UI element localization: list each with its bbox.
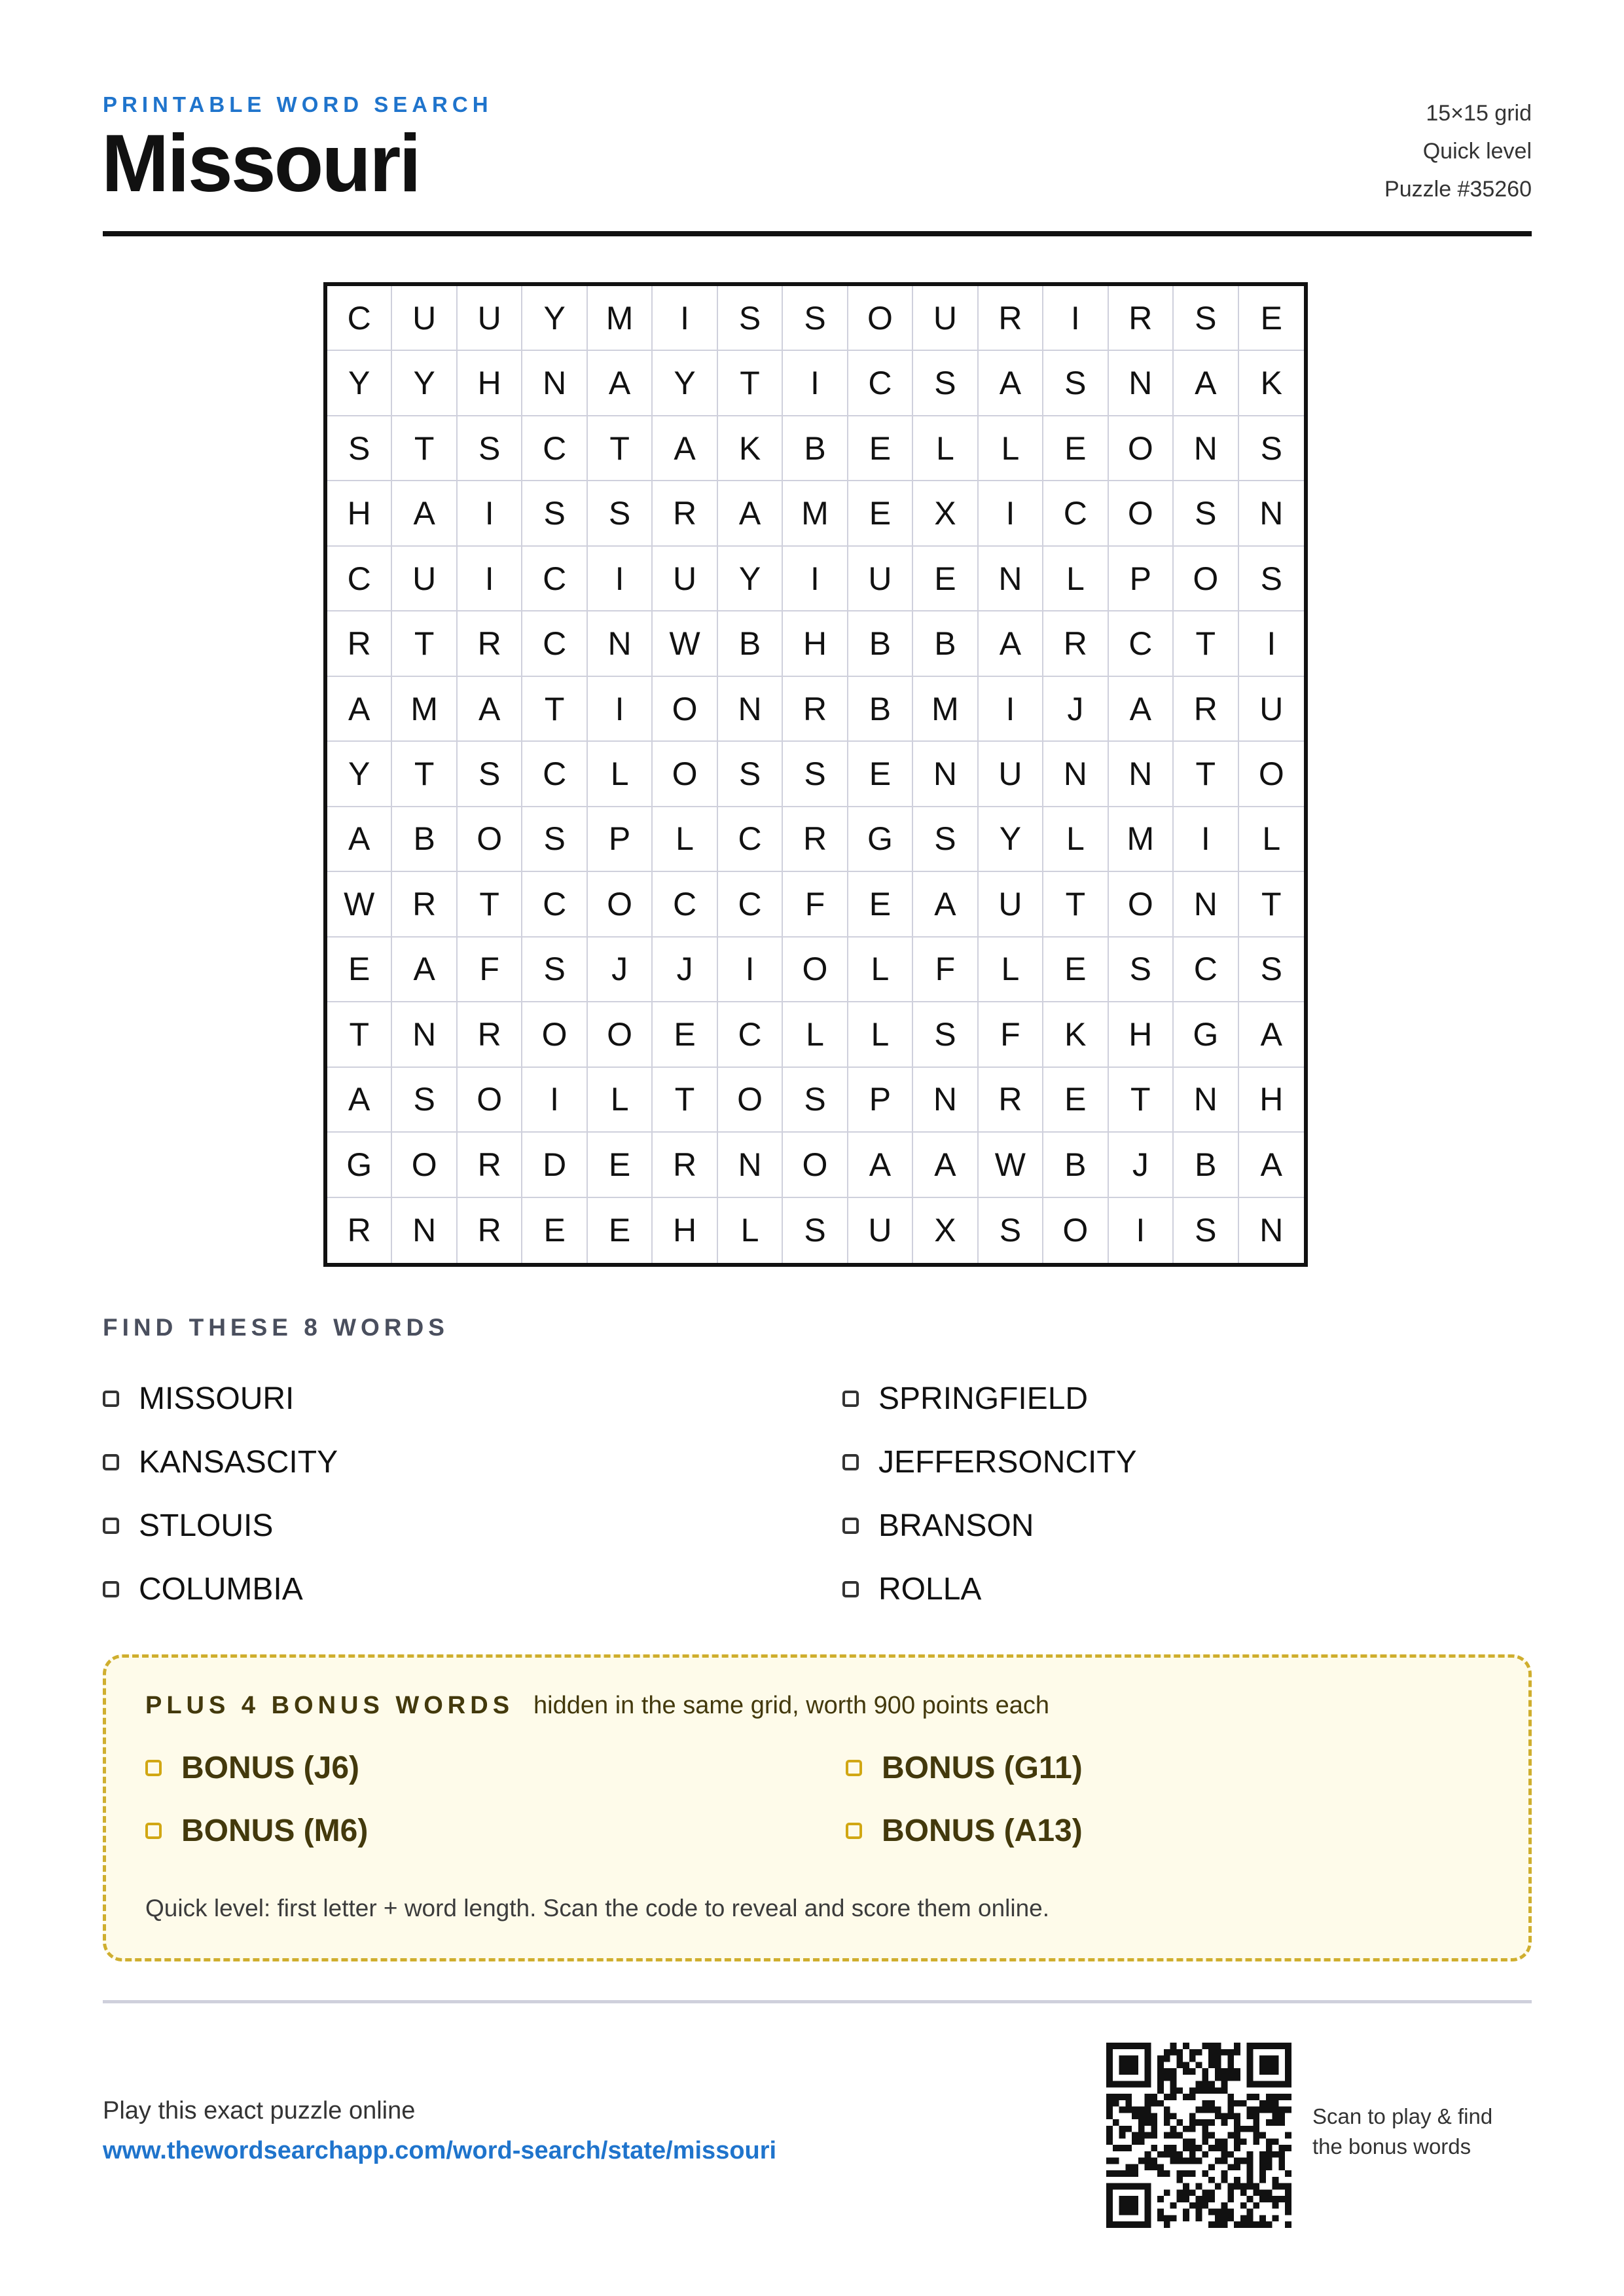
grid-cell[interactable]: Y	[522, 286, 587, 351]
grid-cell[interactable]: I	[783, 351, 848, 416]
grid-cell[interactable]: C	[522, 547, 587, 611]
level-label: Quick level	[1422, 139, 1532, 164]
grid-cell[interactable]: N	[1109, 351, 1174, 416]
checkbox-icon[interactable]	[145, 1823, 162, 1839]
grid-cell[interactable]: A	[913, 1133, 978, 1197]
grid-cell[interactable]: L	[1043, 547, 1108, 611]
grid-cell[interactable]: E	[653, 1002, 717, 1067]
grid-cell[interactable]: G	[327, 1133, 392, 1197]
checkbox-icon[interactable]	[145, 1760, 162, 1776]
grid-cell[interactable]: S	[913, 351, 978, 416]
page-title: Missouri	[101, 118, 420, 209]
grid-cell[interactable]: S	[1239, 416, 1304, 481]
grid-cell[interactable]: L	[1043, 807, 1108, 872]
grid-cell[interactable]: A	[392, 938, 457, 1002]
grid-cell[interactable]: C	[718, 807, 783, 872]
grid-cell[interactable]: E	[848, 742, 913, 807]
grid-cell[interactable]: I	[458, 481, 522, 546]
grid-cell[interactable]: K	[1239, 351, 1304, 416]
grid-cell[interactable]: Y	[979, 807, 1043, 872]
grid-cell[interactable]: S	[522, 807, 587, 872]
grid-cell[interactable]: W	[327, 872, 392, 937]
word-list-heading: FIND THESE 8 WORDS	[103, 1314, 449, 1341]
grid-cell[interactable]: N	[392, 1198, 457, 1263]
grid-size-label: 15×15 grid	[1426, 101, 1532, 126]
grid-cell[interactable]: L	[1239, 807, 1304, 872]
grid-cell[interactable]: N	[1239, 481, 1304, 546]
grid-cell[interactable]: O	[653, 677, 717, 742]
word-label: BRANSON	[878, 1508, 1034, 1543]
grid-cell[interactable]: H	[458, 351, 522, 416]
grid-cell[interactable]: L	[913, 416, 978, 481]
bonus-item[interactable]	[145, 1799, 846, 1862]
grid-cell[interactable]: C	[522, 742, 587, 807]
bonus-label: BONUS (A13)	[882, 1813, 1083, 1848]
checkbox-icon[interactable]	[846, 1823, 862, 1839]
grid-cell[interactable]: L	[588, 742, 653, 807]
grid-cell[interactable]: R	[327, 1198, 392, 1263]
grid-cell[interactable]: S	[1174, 1198, 1238, 1263]
grid-cell[interactable]: L	[979, 938, 1043, 1002]
grid-cell[interactable]: U	[848, 547, 913, 611]
word-item[interactable]	[103, 1558, 842, 1621]
puzzle-url-link[interactable]: www.thewordsearchapp.com/word-search/state/missouri	[103, 2137, 777, 2164]
grid-cell[interactable]: G	[1174, 1002, 1238, 1067]
grid-cell[interactable]: C	[848, 351, 913, 416]
grid-cell[interactable]: S	[522, 481, 587, 546]
grid-cell[interactable]: C	[522, 611, 587, 676]
grid-cell[interactable]: D	[522, 1133, 587, 1197]
grid-cell[interactable]: C	[327, 286, 392, 351]
page-kicker: PRINTABLE WORD SEARCH	[103, 92, 493, 117]
grid-cell[interactable]: T	[653, 1068, 717, 1133]
grid-cell[interactable]: B	[1174, 1133, 1238, 1197]
grid-cell[interactable]: L	[653, 807, 717, 872]
footer-divider	[103, 2000, 1532, 2003]
grid-cell[interactable]: T	[1239, 872, 1304, 937]
grid-cell[interactable]: J	[1043, 677, 1108, 742]
grid-cell[interactable]: N	[392, 1002, 457, 1067]
grid-cell[interactable]: A	[1239, 1133, 1304, 1197]
grid-cell[interactable]: O	[1043, 1198, 1108, 1263]
grid-cell[interactable]: R	[783, 807, 848, 872]
grid-cell[interactable]: U	[979, 742, 1043, 807]
grid-cell[interactable]: S	[783, 1068, 848, 1133]
grid-cell[interactable]: R	[458, 1002, 522, 1067]
grid-cell[interactable]: E	[848, 416, 913, 481]
qr-caption	[1312, 2102, 1528, 2162]
grid-cell[interactable]: O	[783, 1133, 848, 1197]
bonus-item[interactable]	[846, 1799, 1494, 1862]
grid-cell[interactable]: I	[979, 481, 1043, 546]
grid-cell[interactable]: I	[522, 1068, 587, 1133]
grid-cell[interactable]: S	[913, 807, 978, 872]
grid-cell[interactable]: B	[913, 611, 978, 676]
grid-cell[interactable]: O	[1109, 416, 1174, 481]
grid-cell[interactable]: O	[522, 1002, 587, 1067]
grid-cell[interactable]: U	[1239, 677, 1304, 742]
grid-cell[interactable]: S	[1174, 286, 1238, 351]
grid-cell[interactable]: N	[522, 351, 587, 416]
grid-cell[interactable]: N	[588, 611, 653, 676]
grid-cell[interactable]: O	[1109, 481, 1174, 546]
grid-cell[interactable]: R	[653, 1133, 717, 1197]
qr-code-icon[interactable]	[1106, 2043, 1291, 2228]
grid-cell[interactable]: B	[848, 677, 913, 742]
grid-cell[interactable]: R	[979, 1068, 1043, 1133]
grid-cell[interactable]: O	[588, 872, 653, 937]
grid-cell[interactable]: T	[1174, 611, 1238, 676]
grid-cell[interactable]: I	[979, 677, 1043, 742]
grid-cell[interactable]: T	[1043, 872, 1108, 937]
word-item[interactable]	[103, 1367, 842, 1430]
bonus-label: BONUS (M6)	[181, 1813, 369, 1848]
grid-cell[interactable]: F	[979, 1002, 1043, 1067]
grid-cell[interactable]: O	[588, 1002, 653, 1067]
grid-cell[interactable]: R	[392, 872, 457, 937]
grid-cell[interactable]: J	[1109, 1133, 1174, 1197]
grid-cell[interactable]: S	[1239, 938, 1304, 1002]
grid-cell[interactable]: E	[327, 938, 392, 1002]
grid-cell[interactable]: U	[979, 872, 1043, 937]
checkbox-icon[interactable]	[842, 1391, 859, 1407]
grid-cell[interactable]: M	[913, 677, 978, 742]
grid-cell[interactable]: U	[458, 286, 522, 351]
grid-cell[interactable]: Y	[392, 351, 457, 416]
grid-cell[interactable]: C	[327, 547, 392, 611]
bonus-heading: PLUS 4 BONUS WORDS	[145, 1692, 514, 1719]
grid-cell[interactable]: S	[1109, 938, 1174, 1002]
grid-cell[interactable]: S	[1239, 547, 1304, 611]
grid-cell[interactable]: C	[522, 872, 587, 937]
grid-cell[interactable]: P	[1109, 547, 1174, 611]
bonus-note: hidden in the same grid, worth 900 points each	[533, 1692, 1049, 1719]
grid-cell[interactable]: W	[653, 611, 717, 676]
grid-cell[interactable]: E	[1239, 286, 1304, 351]
grid-cell[interactable]: U	[848, 1198, 913, 1263]
grid-cell[interactable]: R	[1109, 286, 1174, 351]
grid-cell[interactable]: A	[458, 677, 522, 742]
grid-cell[interactable]: R	[653, 481, 717, 546]
grid-cell[interactable]: L	[783, 1002, 848, 1067]
grid-cell[interactable]: O	[458, 1068, 522, 1133]
checkbox-icon[interactable]	[103, 1391, 119, 1407]
grid-cell[interactable]: P	[588, 807, 653, 872]
grid-cell[interactable]: S	[327, 416, 392, 481]
grid-cell[interactable]: B	[848, 611, 913, 676]
grid-cell[interactable]: T	[392, 611, 457, 676]
grid-cell[interactable]: T	[458, 872, 522, 937]
qr-caption-line: the bonus words	[1312, 2134, 1471, 2159]
grid-cell[interactable]: O	[392, 1133, 457, 1197]
grid-cell[interactable]: U	[913, 286, 978, 351]
grid-cell[interactable]: L	[848, 1002, 913, 1067]
grid-cell[interactable]: R	[458, 611, 522, 676]
grid-cell[interactable]: R	[1043, 611, 1108, 676]
header-divider	[103, 231, 1532, 236]
word-label: KANSASCITY	[139, 1445, 338, 1480]
word-item[interactable]	[103, 1494, 842, 1558]
grid-cell[interactable]: E	[522, 1198, 587, 1263]
grid-cell[interactable]: A	[848, 1133, 913, 1197]
grid-cell[interactable]: M	[1109, 807, 1174, 872]
word-label: STLOUIS	[139, 1508, 274, 1543]
grid-cell[interactable]: A	[392, 481, 457, 546]
checkbox-icon[interactable]	[846, 1760, 862, 1776]
grid-cell[interactable]: Y	[718, 547, 783, 611]
grid-cell[interactable]: X	[913, 481, 978, 546]
grid-cell[interactable]: T	[327, 1002, 392, 1067]
grid-cell[interactable]: H	[783, 611, 848, 676]
grid-cell[interactable]: S	[979, 1198, 1043, 1263]
bonus-item[interactable]	[145, 1736, 846, 1799]
grid-cell[interactable]: C	[653, 872, 717, 937]
grid-cell[interactable]: I	[653, 286, 717, 351]
grid-cell[interactable]: S	[783, 1198, 848, 1263]
bonus-label: BONUS (J6)	[181, 1750, 360, 1785]
grid-cell[interactable]: S	[522, 938, 587, 1002]
letter-grid	[323, 282, 1308, 1267]
grid-cell[interactable]: S	[392, 1068, 457, 1133]
grid-cell[interactable]: Y	[327, 742, 392, 807]
grid-cell[interactable]: O	[1109, 872, 1174, 937]
checkbox-icon[interactable]	[842, 1454, 859, 1470]
word-item[interactable]	[103, 1430, 842, 1494]
grid-cell[interactable]: A	[588, 351, 653, 416]
grid-cell[interactable]: A	[653, 416, 717, 481]
grid-cell[interactable]: Y	[653, 351, 717, 416]
grid-cell[interactable]: S	[458, 742, 522, 807]
grid-cell[interactable]: N	[1043, 742, 1108, 807]
grid-cell[interactable]: A	[327, 1068, 392, 1133]
grid-cell[interactable]: L	[588, 1068, 653, 1133]
grid-cell[interactable]: R	[458, 1198, 522, 1263]
grid-cell[interactable]: H	[327, 481, 392, 546]
grid-cell[interactable]: N	[718, 677, 783, 742]
grid-cell[interactable]: N	[913, 742, 978, 807]
grid-cell[interactable]: M	[588, 286, 653, 351]
grid-cell[interactable]: C	[718, 1002, 783, 1067]
grid-cell[interactable]: M	[783, 481, 848, 546]
checkbox-icon[interactable]	[842, 1581, 859, 1597]
grid-cell[interactable]: O	[783, 938, 848, 1002]
grid-cell[interactable]: F	[783, 872, 848, 937]
grid-cell[interactable]: A	[979, 351, 1043, 416]
grid-cell[interactable]: E	[848, 872, 913, 937]
grid-cell[interactable]: C	[1043, 481, 1108, 546]
word-label: MISSOURI	[139, 1381, 295, 1416]
grid-cell[interactable]: W	[979, 1133, 1043, 1197]
grid-cell[interactable]: J	[588, 938, 653, 1002]
grid-cell[interactable]: L	[718, 1198, 783, 1263]
grid-cell[interactable]: A	[913, 872, 978, 937]
word-label: JEFFERSONCITY	[878, 1445, 1137, 1480]
grid-cell[interactable]: C	[718, 872, 783, 937]
grid-cell[interactable]: C	[522, 416, 587, 481]
grid-cell[interactable]: E	[1043, 416, 1108, 481]
word-list	[103, 1367, 1532, 1621]
grid-cell[interactable]: N	[1109, 742, 1174, 807]
grid-cell[interactable]: B	[392, 807, 457, 872]
bonus-footnote: Quick level: first letter + word length. Scan the code to reveal and score them online.	[145, 1895, 1050, 1922]
puzzle-meta	[1204, 94, 1532, 208]
bonus-item[interactable]	[846, 1736, 1494, 1799]
grid-cell[interactable]: N	[913, 1068, 978, 1133]
grid-cell[interactable]: S	[458, 416, 522, 481]
grid-cell[interactable]: N	[1259, 1212, 1284, 1249]
grid-cell[interactable]: I	[718, 938, 783, 1002]
grid-cell[interactable]: O	[718, 1068, 783, 1133]
grid-cell[interactable]: N	[979, 547, 1043, 611]
grid-cell[interactable]: I	[588, 547, 653, 611]
grid-cell[interactable]: I	[783, 547, 848, 611]
grid-cell[interactable]: T	[392, 416, 457, 481]
grid-cell[interactable]: Y	[327, 351, 392, 416]
grid-cell[interactable]: I	[1109, 1198, 1174, 1263]
checkbox-icon[interactable]	[103, 1518, 119, 1534]
grid-cell[interactable]: E	[848, 481, 913, 546]
grid-cell[interactable]: R	[458, 1133, 522, 1197]
grid-cell[interactable]: R	[783, 677, 848, 742]
grid-cell[interactable]: T	[1174, 742, 1238, 807]
play-online-label: Play this exact puzzle online	[103, 2097, 416, 2124]
word-label: SPRINGFIELD	[878, 1381, 1089, 1416]
grid-cell[interactable]: O	[848, 286, 913, 351]
grid-cell[interactable]: N	[1174, 1068, 1238, 1133]
grid-cell[interactable]: B	[783, 416, 848, 481]
checkbox-icon[interactable]	[103, 1454, 119, 1470]
grid-cell[interactable]: I	[588, 677, 653, 742]
bonus-heading-row	[145, 1692, 1049, 1720]
word-item[interactable]	[842, 1494, 1532, 1558]
checkbox-icon[interactable]	[842, 1518, 859, 1534]
grid-cell[interactable]: K	[718, 416, 783, 481]
grid-cell[interactable]: O	[1174, 547, 1238, 611]
grid-cell[interactable]: N	[718, 1133, 783, 1197]
grid-cell[interactable]: I	[1043, 286, 1108, 351]
puzzle-id-label: Puzzle #35260	[1384, 177, 1532, 202]
grid-cell[interactable]: T	[718, 351, 783, 416]
grid-cell[interactable]: U	[392, 547, 457, 611]
grid-cell[interactable]: X	[913, 1198, 978, 1263]
grid-cell[interactable]: N	[1174, 872, 1238, 937]
grid-cell[interactable]: A	[1239, 1002, 1304, 1067]
grid-cell[interactable]: H	[1109, 1002, 1174, 1067]
checkbox-icon[interactable]	[103, 1581, 119, 1597]
grid-cell[interactable]: R	[327, 611, 392, 676]
grid-cell[interactable]: R	[1174, 677, 1238, 742]
word-label: ROLLA	[878, 1572, 982, 1607]
grid-cell[interactable]: A	[327, 807, 392, 872]
grid-cell[interactable]: R	[979, 286, 1043, 351]
grid-cell[interactable]: L	[848, 938, 913, 1002]
grid-cell[interactable]: A	[1109, 677, 1174, 742]
grid-cell[interactable]: T	[522, 677, 587, 742]
grid-cell[interactable]: B	[718, 611, 783, 676]
grid-cell[interactable]: B	[1043, 1133, 1108, 1197]
grid-cell[interactable]: T	[588, 416, 653, 481]
grid-cell[interactable]: S	[588, 481, 653, 546]
bonus-list	[145, 1736, 1494, 1862]
grid-cell[interactable]: E	[1043, 938, 1108, 1002]
word-item[interactable]	[842, 1558, 1532, 1621]
grid-cell[interactable]: E	[913, 547, 978, 611]
grid-cell[interactable]: I	[458, 547, 522, 611]
grid-cell[interactable]: T	[392, 742, 457, 807]
grid-cell[interactable]: S	[913, 1002, 978, 1067]
grid-cell[interactable]: C	[1174, 938, 1238, 1002]
qr-caption-line: Scan to play & find	[1312, 2104, 1493, 2128]
grid-cell[interactable]: C	[1109, 611, 1174, 676]
grid-cell[interactable]: A	[327, 677, 392, 742]
grid-cell[interactable]: A	[718, 481, 783, 546]
grid-cell[interactable]: F	[913, 938, 978, 1002]
grid-cell[interactable]: H	[1239, 1068, 1304, 1133]
grid-cell[interactable]: S	[783, 742, 848, 807]
grid-cell[interactable]: S	[718, 742, 783, 807]
grid-cell[interactable]: P	[848, 1068, 913, 1133]
grid-cell[interactable]: E	[1043, 1068, 1108, 1133]
grid-cell[interactable]: S	[783, 286, 848, 351]
grid-cell[interactable]: O	[1239, 742, 1304, 807]
grid-cell[interactable]: K	[1043, 1002, 1108, 1067]
grid-cell[interactable]: G	[848, 807, 913, 872]
grid-cell[interactable]: M	[392, 677, 457, 742]
grid-cell[interactable]: S	[718, 286, 783, 351]
grid-cell[interactable]: E	[588, 1133, 653, 1197]
word-label: COLUMBIA	[139, 1572, 303, 1607]
grid-cell[interactable]: O	[653, 742, 717, 807]
grid-cell[interactable]: E	[588, 1198, 653, 1263]
bonus-label: BONUS (G11)	[882, 1750, 1083, 1785]
grid-cell[interactable]: A	[1174, 351, 1238, 416]
grid-cell[interactable]: N	[1174, 416, 1238, 481]
grid-cell[interactable]: F	[458, 938, 522, 1002]
grid-cell[interactable]: I	[1239, 611, 1304, 676]
grid-cell[interactable]: J	[653, 938, 717, 1002]
grid-cell[interactable]: A	[979, 611, 1043, 676]
grid-cell[interactable]: S	[1043, 351, 1108, 416]
grid-cell[interactable]: U	[653, 547, 717, 611]
word-item[interactable]	[842, 1430, 1532, 1494]
grid-cell[interactable]: U	[392, 286, 457, 351]
bonus-panel	[103, 1654, 1532, 1961]
grid-cell[interactable]: S	[1174, 481, 1238, 546]
grid-cell[interactable]: O	[458, 807, 522, 872]
grid-cell[interactable]: I	[1174, 807, 1238, 872]
grid-cell[interactable]: L	[979, 416, 1043, 481]
word-item[interactable]	[842, 1367, 1532, 1430]
grid-cell[interactable]: T	[1109, 1068, 1174, 1133]
grid-cell[interactable]: H	[653, 1198, 717, 1263]
